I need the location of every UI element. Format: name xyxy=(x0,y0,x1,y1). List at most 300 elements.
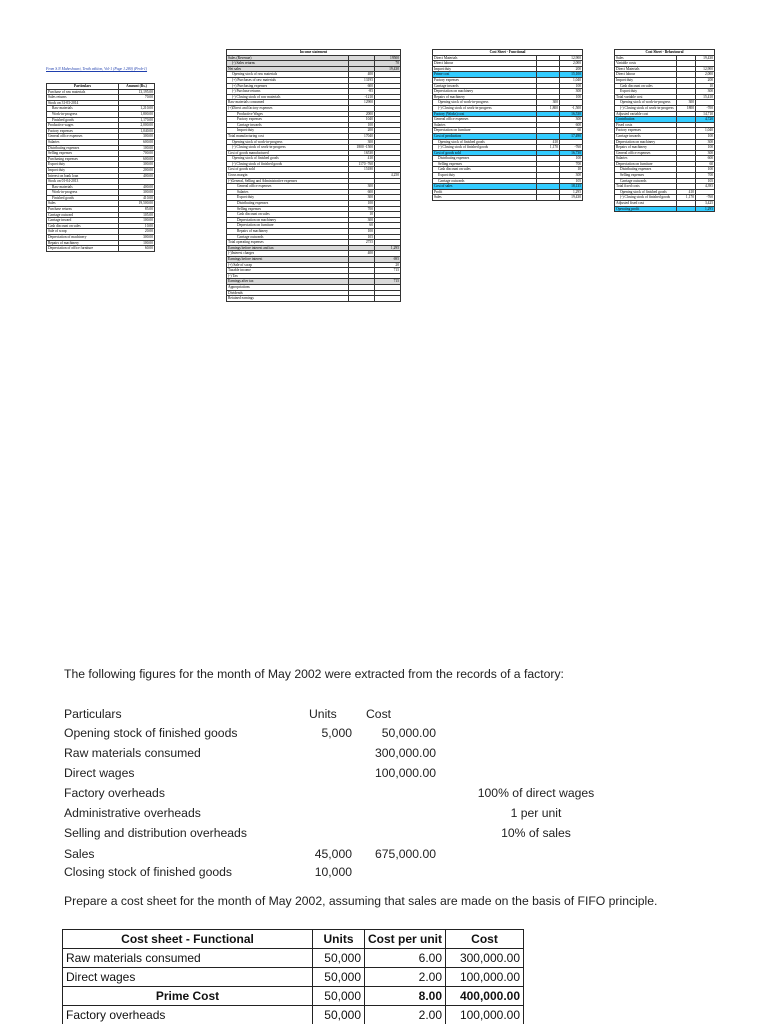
row-label: Sales returns xyxy=(47,95,119,101)
row-label: Distributing expenses xyxy=(47,145,119,151)
row-value-b: 200 xyxy=(696,77,715,83)
row-label: Carriage inwards xyxy=(433,83,537,89)
row-value-b: 300 xyxy=(696,89,715,95)
row-label: Cash discount on sales xyxy=(47,223,119,229)
row-value-b: 600 xyxy=(696,156,715,162)
row-amount: 410.00 xyxy=(119,195,155,201)
row-amount: 70.00 xyxy=(119,95,155,101)
row-value-a: 300 xyxy=(677,100,696,106)
row-label: Adjusted fixed cost xyxy=(615,201,677,207)
row-label: Purchase of raw materials xyxy=(47,89,119,95)
row-label: Selling expenses xyxy=(227,206,349,212)
row-value-b: 19,430 xyxy=(375,66,401,72)
row-value-b: 12,900 xyxy=(560,55,583,61)
row-amount: 1,800.00 xyxy=(119,111,155,117)
table-title: Income statement xyxy=(227,50,401,56)
table-title: Cost Sheet - Behavioural xyxy=(615,50,715,56)
row-label: Direct Materials xyxy=(615,66,677,72)
row-units: 50,000 xyxy=(313,1006,365,1024)
row-label: Import duty xyxy=(47,167,119,173)
header-cell: Amount (Rs.) xyxy=(119,84,155,90)
row-label: Productive Wages xyxy=(227,111,349,117)
row-label: Raw materials xyxy=(47,106,119,112)
row-label: Salaries xyxy=(433,122,537,128)
row-label: (+) Purchases of raw materials xyxy=(227,77,349,83)
row-value-a: 105 xyxy=(349,234,375,240)
row-label: Depreciation on machinery xyxy=(433,89,537,95)
row-amount: 1,170.00 xyxy=(119,117,155,123)
row-label: Finished goods xyxy=(47,195,119,201)
row-label: Purchasing expenses xyxy=(47,156,119,162)
row-value-a: 1800 -1500 xyxy=(349,145,375,151)
row-label: (-) Sales returns xyxy=(227,61,349,67)
problem-row-cost: 675,000.00 xyxy=(375,847,436,861)
row-label: Selling expenses xyxy=(47,151,119,157)
row-label: Distributing expenses xyxy=(433,156,537,162)
row-value-b: 1,295 xyxy=(375,245,401,251)
row-label: Salaries xyxy=(615,156,677,162)
row-value-b: 2,000 xyxy=(696,72,715,78)
row-label: Depreciation on machinery xyxy=(227,217,349,223)
row-amount: 19,500.00 xyxy=(119,201,155,207)
row-value-b: 700 xyxy=(560,161,583,167)
row-value-b: 17,490 xyxy=(560,133,583,139)
row-amount: 300.00 xyxy=(119,134,155,140)
row-label: Total operating expenses xyxy=(227,240,349,246)
row-label: (-) Closing stock of raw materials xyxy=(227,94,349,100)
row-amount: 60.00 xyxy=(119,246,155,252)
row-amount: 100.00 xyxy=(119,240,155,246)
row-label: Export duty xyxy=(615,89,677,95)
row-value-a: 2000 xyxy=(349,111,375,117)
problem-row xyxy=(64,847,724,865)
row-value-a: 410 xyxy=(677,189,696,195)
row-value-a: -85 xyxy=(349,89,375,95)
row-value-b: 19,430 xyxy=(696,55,715,61)
row-value-b: 3,425 xyxy=(696,201,715,207)
row-label: General office expenses xyxy=(47,134,119,140)
row-label: Variable costs xyxy=(615,61,677,67)
row-value-a: 2755 xyxy=(349,240,375,246)
row-label: Cost of goods sold xyxy=(227,167,349,173)
row-value-a: 300 xyxy=(349,217,375,223)
row-value-b: 2,000 xyxy=(560,61,583,67)
row-label: Factory expenses xyxy=(47,128,119,134)
row-value-b: 1,040 xyxy=(696,128,715,134)
table-row xyxy=(47,246,155,252)
units-header: Units xyxy=(309,707,337,721)
problem-row-label: Direct wages xyxy=(64,766,135,780)
row-label: Import duty xyxy=(615,77,677,83)
row-label: Finished goods xyxy=(47,117,119,123)
row-label: General office expenses xyxy=(615,150,677,156)
row-label: Work-in-progress xyxy=(47,190,119,196)
cost-sheet-row xyxy=(63,987,524,1006)
row-label: Purchase returns xyxy=(47,207,119,213)
row-label: Sales xyxy=(47,201,119,207)
row-amount: 300.00 xyxy=(119,190,155,196)
problem-row-label: Raw materials consumed xyxy=(64,746,201,760)
cost-sheet-table xyxy=(62,929,524,1024)
problem-row-units: 45,000 xyxy=(314,847,352,861)
header-cell: Cost xyxy=(446,930,524,949)
problem-row-label: Closing stock of finished goods xyxy=(64,865,233,879)
problem-row-units: 5,000 xyxy=(321,726,352,740)
problem-row xyxy=(64,826,724,844)
problem-row xyxy=(64,726,724,744)
row-value-b: 4,395 xyxy=(696,184,715,190)
row-label: Adjusted variable cost xyxy=(615,111,677,117)
row-label: Dividends xyxy=(227,290,349,296)
row-label: Direct wages xyxy=(63,968,313,987)
row-label: Import duty xyxy=(433,66,537,72)
row-label: Factory expenses xyxy=(227,117,349,123)
problem-row-label: Administrative overheads xyxy=(64,806,201,820)
row-value-b: 100 xyxy=(696,133,715,139)
problem-row-note: 1 per unit xyxy=(510,806,562,820)
row-label: Taxable income xyxy=(227,268,349,274)
row-label: Distributing expenses xyxy=(615,167,677,173)
row-cost: 400,000.00 xyxy=(446,987,524,1006)
row-label: Productive wages xyxy=(47,123,119,129)
row-cost-per-unit: 2.00 xyxy=(365,1006,446,1024)
row-label: Opening stock of raw materials xyxy=(227,72,349,78)
row-label: Cash discount on sales xyxy=(433,167,537,173)
row-value-a: 1800 xyxy=(677,105,696,111)
row-value-b: 10 xyxy=(696,83,715,89)
cost-sheet-row xyxy=(63,1006,524,1024)
row-value-a: 16530 xyxy=(349,150,375,156)
functional-cost-sheet-table xyxy=(432,49,583,201)
row-value-a xyxy=(677,206,696,212)
row-value-b: 15,410 xyxy=(696,94,715,100)
row-label: Total manufacturing cost xyxy=(227,133,349,139)
row-label: Cost of goods manufactured xyxy=(227,150,349,156)
row-value-b: 300 xyxy=(696,150,715,156)
row-value-b: 70 xyxy=(375,61,401,67)
row-label: Earnings after tax xyxy=(227,279,349,285)
row-value-a: 15180 xyxy=(349,167,375,173)
header-cell: Cost sheet - Functional xyxy=(63,930,313,949)
row-value-b: 18,135 xyxy=(560,184,583,190)
row-amount: 700.00 xyxy=(119,151,155,157)
row-label: General office expenses xyxy=(433,117,537,123)
problem-row-cost: 50,000.00 xyxy=(381,726,436,740)
row-label: (-) Closing stock of work-in-progress xyxy=(615,105,677,111)
row-value-a: 1,170 xyxy=(537,145,560,151)
row-value-b: 1,040 xyxy=(560,77,583,83)
row-label: (-) Closing stock of finished goods xyxy=(433,145,537,151)
table-row xyxy=(433,195,583,201)
row-label: Cash discount on sales xyxy=(227,212,349,218)
row-label: Operating profit xyxy=(615,206,677,212)
row-cost-per-unit: 2.00 xyxy=(365,968,446,987)
row-value-b: 715 xyxy=(375,279,401,285)
row-label: Depreciation of office furniture xyxy=(47,246,119,252)
row-label: Raw materials consumed xyxy=(63,949,313,968)
row-value-b: 1,295 xyxy=(560,189,583,195)
row-label: Repairs of machinery xyxy=(47,240,119,246)
row-value-a: 100 xyxy=(349,229,375,235)
row-amount: 105.00 xyxy=(119,212,155,218)
problem-row xyxy=(64,865,724,883)
row-label: (+)Direct and factory expenses xyxy=(227,105,349,111)
problem-row-units: 10,000 xyxy=(314,865,352,879)
row-label: Opening stock of work-in-progress xyxy=(615,100,677,106)
row-value-b: 100 xyxy=(696,145,715,151)
row-value-a: 1040 xyxy=(349,117,375,123)
particulars-table xyxy=(46,83,155,252)
row-label: Depreciation on furniture xyxy=(433,128,537,134)
table-title: Cost Sheet - Functional xyxy=(433,50,583,56)
header-cell: Particulars xyxy=(47,84,119,90)
row-amount: 200.00 xyxy=(119,167,155,173)
row-label: Direct labour xyxy=(615,72,677,78)
row-value-b: 100 xyxy=(560,83,583,89)
problem-row-cost: 100,000.00 xyxy=(375,766,436,780)
row-value-a: 700 xyxy=(349,206,375,212)
problem-instruction: Prepare a cost sheet for the month of May 2002, assuming that sales are made on the basis of FIFO principle. xyxy=(64,894,658,908)
row-label: Carriage outwards xyxy=(227,234,349,240)
row-label: Salaries xyxy=(47,139,119,145)
row-label: Gross margin xyxy=(227,173,349,179)
row-label: Profit xyxy=(433,189,537,195)
row-value-b xyxy=(375,296,401,302)
problem-row xyxy=(64,766,724,784)
row-value-b: 100 xyxy=(560,156,583,162)
row-label: Cash discount on sales xyxy=(615,83,677,89)
row-label: (+) Purchasing expenses xyxy=(227,83,349,89)
problem-row xyxy=(64,786,724,804)
row-label: Factory overheads xyxy=(63,1006,313,1024)
row-value-a: 300 xyxy=(349,184,375,190)
row-value-a: 100 xyxy=(349,122,375,128)
row-value-a: 13195 xyxy=(349,77,375,83)
row-amount: 13,195.00 xyxy=(119,89,155,95)
row-label: Stock on 31-03-2014 xyxy=(47,100,119,106)
row-value-b: 16,530 xyxy=(560,111,583,117)
row-value-a: 410 xyxy=(537,139,560,145)
row-label: (-) Tax xyxy=(227,273,349,279)
row-label: Prime cost xyxy=(433,72,537,78)
row-label: Depreciation of machinery xyxy=(47,235,119,241)
row-value-a: 600 xyxy=(349,189,375,195)
row-label: (-) Closing stock of work-in-progress xyxy=(433,105,537,111)
row-amount: 600.00 xyxy=(119,139,155,145)
row-label: Opening stock of finished goods xyxy=(615,189,677,195)
row-label: Cost of goods sold xyxy=(433,150,537,156)
row-label: Export duty xyxy=(47,162,119,168)
row-label: (-) Closing stock of finished goods xyxy=(615,195,677,201)
row-label: Carriage outward xyxy=(47,212,119,218)
problem-row xyxy=(64,746,724,764)
row-value-b: -760 xyxy=(696,195,715,201)
row-label: (+) Sale of scrap xyxy=(227,262,349,268)
row-label: Cost of production xyxy=(433,133,537,139)
problem-row-label: Opening stock of finished goods xyxy=(64,726,238,740)
row-label: Sales xyxy=(433,195,537,201)
row-value-b: -1,500 xyxy=(560,105,583,111)
row-label: Total variable cost xyxy=(615,94,677,100)
row-label: (-)Interest charges xyxy=(227,251,349,257)
row-label: Repairs of machinery xyxy=(227,229,349,235)
row-cost: 300,000.00 xyxy=(446,949,524,968)
row-value-a: 10 xyxy=(349,212,375,218)
row-value-b: -760 xyxy=(560,145,583,151)
row-value-b: 100 xyxy=(696,167,715,173)
row-value-b: 14,710 xyxy=(696,111,715,117)
row-label: Opening stock of work-in-progress xyxy=(227,139,349,145)
row-value-b: 715 xyxy=(375,268,401,274)
row-label: Earnings before interest xyxy=(227,256,349,262)
row-label: Export duty xyxy=(227,195,349,201)
problem-row-label: Selling and distribution overheads xyxy=(64,826,247,840)
row-label: Prime Cost xyxy=(63,987,313,1006)
cost-header: Cost xyxy=(366,707,392,721)
row-label: Factory expenses xyxy=(433,77,537,83)
row-label: (-) Purchase returns xyxy=(227,89,349,95)
row-label: Opening stock of work-in-progress xyxy=(433,100,537,106)
row-value-b: 4,250 xyxy=(375,173,401,179)
row-value-a: 17040 xyxy=(349,133,375,139)
row-value-a: 300 xyxy=(349,195,375,201)
particulars-header: Particulars xyxy=(64,707,122,721)
row-value-a: 400 xyxy=(349,251,375,257)
row-value-a: 60 xyxy=(349,223,375,229)
row-value-b: 105 xyxy=(560,178,583,184)
row-cost: 100,000.00 xyxy=(446,1006,524,1024)
cost-sheet-row xyxy=(63,968,524,987)
row-value-b: 20 xyxy=(375,262,401,268)
row-label: Factory (Works) cost xyxy=(433,111,537,117)
row-value-b: 60 xyxy=(696,161,715,167)
row-amount: 400.00 xyxy=(119,173,155,179)
row-value-a xyxy=(349,296,375,302)
row-label: Import duty xyxy=(227,128,349,134)
row-value-b: 695 xyxy=(375,256,401,262)
row-amount: 1,210.00 xyxy=(119,106,155,112)
row-value-b: 12,900 xyxy=(696,66,715,72)
problem-header-row xyxy=(64,707,724,725)
row-label: Interest on bank loan xyxy=(47,173,119,179)
row-value-b: 1,295 xyxy=(696,206,715,212)
row-label: (-) Closing stock of finished goods xyxy=(227,161,349,167)
row-label: Depreciation on furniture xyxy=(227,223,349,229)
row-value-a: 100 xyxy=(349,201,375,207)
cost-sheet-header-row xyxy=(63,930,524,949)
row-label: Direct Materials xyxy=(433,55,537,61)
row-amount: 300.00 xyxy=(119,162,155,168)
row-cost-per-unit: 8.00 xyxy=(365,987,446,1006)
row-amount: 600.00 xyxy=(119,156,155,162)
source-reference: From S.N Maheshwari, Tenth edition, Vol-1 (Page 1.280) (Prob-1) xyxy=(46,67,148,71)
problem-row-label: Sales xyxy=(64,847,95,861)
table-row xyxy=(615,206,715,212)
row-value-b: 16,730 xyxy=(560,150,583,156)
row-label: Depreciation on machinery xyxy=(615,139,677,145)
row-cost: 100,000.00 xyxy=(446,968,524,987)
row-label: Carriage inwards xyxy=(227,122,349,128)
row-amount: 10.00 xyxy=(119,223,155,229)
row-amount: 300.00 xyxy=(119,235,155,241)
problem-row-note: 10% of sales xyxy=(501,826,571,840)
row-units: 50,000 xyxy=(313,949,365,968)
row-label: Retained earnings xyxy=(227,296,349,302)
problem-row-cost: 300,000.00 xyxy=(375,746,436,760)
row-label: Carriage inward xyxy=(47,218,119,224)
table-row xyxy=(227,296,401,302)
row-amount: 20.00 xyxy=(119,229,155,235)
row-label: (-)General, Selling and Administrative expenses xyxy=(227,178,349,184)
row-value-b: 19500 xyxy=(375,55,401,61)
row-label: Contribution xyxy=(615,117,677,123)
row-label: Opening stock of finished goods xyxy=(227,156,349,162)
row-amount: 100.00 xyxy=(119,145,155,151)
row-label: Repairs of machinery xyxy=(433,94,537,100)
row-label: Carriage outwards xyxy=(433,178,537,184)
row-label: Selling expenses xyxy=(615,173,677,179)
row-value-b: 300 xyxy=(560,89,583,95)
row-label: Raw materials xyxy=(47,184,119,190)
row-value-b: 4,720 xyxy=(696,117,715,123)
row-value-a: 400 xyxy=(349,72,375,78)
row-amount: 100.00 xyxy=(119,218,155,224)
row-label: Selling expenses xyxy=(433,161,537,167)
row-amount: 1,040.00 xyxy=(119,128,155,134)
row-value-a: 12900 xyxy=(349,100,375,106)
row-label: Depreciation on furniture xyxy=(615,161,677,167)
row-label: Work-in-progress xyxy=(47,111,119,117)
row-value-b: 300 xyxy=(560,173,583,179)
row-units: 50,000 xyxy=(313,987,365,1006)
row-value-a: 200 xyxy=(349,128,375,134)
row-value-b: -700 xyxy=(696,105,715,111)
row-value-b: 105 xyxy=(696,178,715,184)
row-label: Opening stock of finished goods xyxy=(433,139,537,145)
row-value-a: 600 xyxy=(349,83,375,89)
row-value-b: 700 xyxy=(696,173,715,179)
row-value-b: 600 xyxy=(560,122,583,128)
row-value-b: 10 xyxy=(560,167,583,173)
row-amount: 85.00 xyxy=(119,207,155,213)
income-statement-table xyxy=(226,49,401,302)
row-amount: 400.00 xyxy=(119,184,155,190)
row-label: Factory expenses xyxy=(615,128,677,134)
row-label: Fixed costs xyxy=(615,122,677,128)
header-cell: Units xyxy=(313,930,365,949)
row-label: Distributing expenses xyxy=(227,201,349,207)
row-value-a: 1170 -760 xyxy=(349,161,375,167)
row-label: Sales (Revenue) xyxy=(227,55,349,61)
row-value-b: 300 xyxy=(560,117,583,123)
row-label: Net sales xyxy=(227,66,349,72)
row-value-b: 300 xyxy=(696,139,715,145)
problem-row xyxy=(64,806,724,824)
row-label: Repairs of machinery xyxy=(615,145,677,151)
row-label: Total fixed costs xyxy=(615,184,677,190)
row-label: Sales xyxy=(615,55,677,61)
row-value-b: 19,430 xyxy=(560,195,583,201)
row-label: Earnings before interest and tax xyxy=(227,245,349,251)
row-label: Stock on 01-04-2013 xyxy=(47,179,119,185)
row-value-a: 1,800 xyxy=(537,105,560,111)
row-value-a: 300 xyxy=(349,139,375,145)
row-cost-per-unit: 6.00 xyxy=(365,949,446,968)
header-cell: Cost per unit xyxy=(365,930,446,949)
row-value-a: 300 xyxy=(537,100,560,106)
row-label: Direct labour xyxy=(433,61,537,67)
problem-intro: The following figures for the month of May 2002 were extracted from the records of a factory: xyxy=(64,667,564,681)
